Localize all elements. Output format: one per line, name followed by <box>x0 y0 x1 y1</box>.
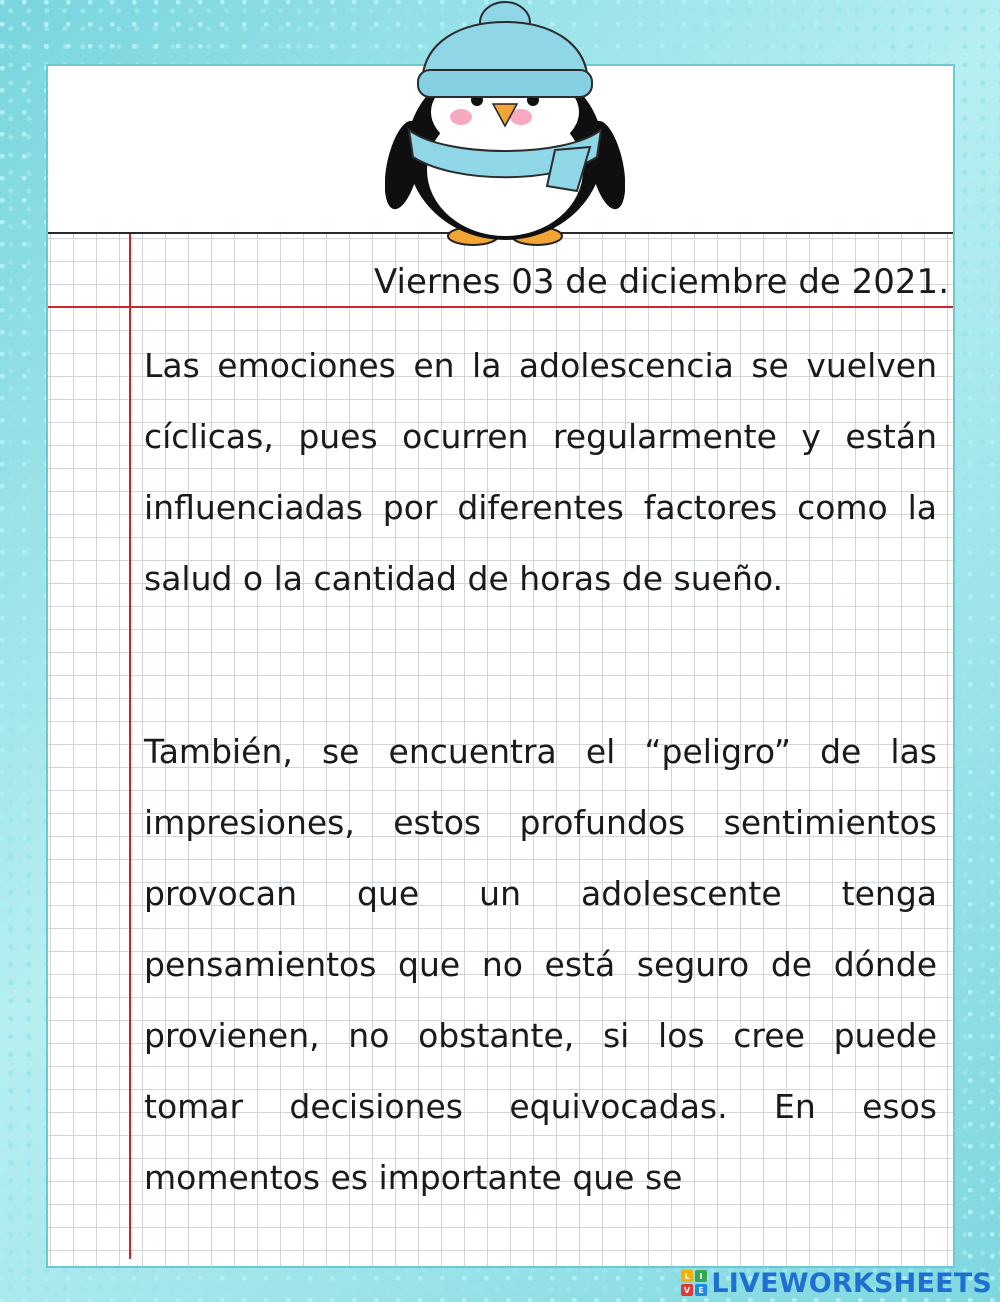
paragraph-1: Las emociones en la adolescencia se vuelven cíclicas, pues ocurren regularmente y están influenciadas por diferentes factores como la salud o la cantidad de horas de sueño. <box>144 346 937 598</box>
page-date: Viernes 03 de diciembre de 2021. <box>373 262 949 302</box>
liveworksheets-brand[interactable] <box>681 1266 992 1300</box>
brand-name[interactable]: LIVEWORKSHEETS <box>711 1267 992 1299</box>
svg-text:E: E <box>698 1286 705 1295</box>
liveworksheets-logo-icon <box>681 1270 707 1296</box>
svg-text:I: I <box>699 1272 703 1281</box>
date-underline <box>48 306 953 308</box>
red-margin-line <box>129 234 131 1259</box>
penguin-illustration-icon <box>385 0 625 250</box>
paragraph-2: También, se encuentra el “peligro” de las impresiones, estos profundos sentimientos provocan que un adolescente tenga pensamientos que no está seguro de dónde provienen, no obstante, si los cree puede tomar decisiones equivocadas. En esos momentos es importante que se <box>144 732 937 1197</box>
svg-text:L: L <box>684 1272 690 1281</box>
svg-text:V: V <box>684 1286 691 1295</box>
